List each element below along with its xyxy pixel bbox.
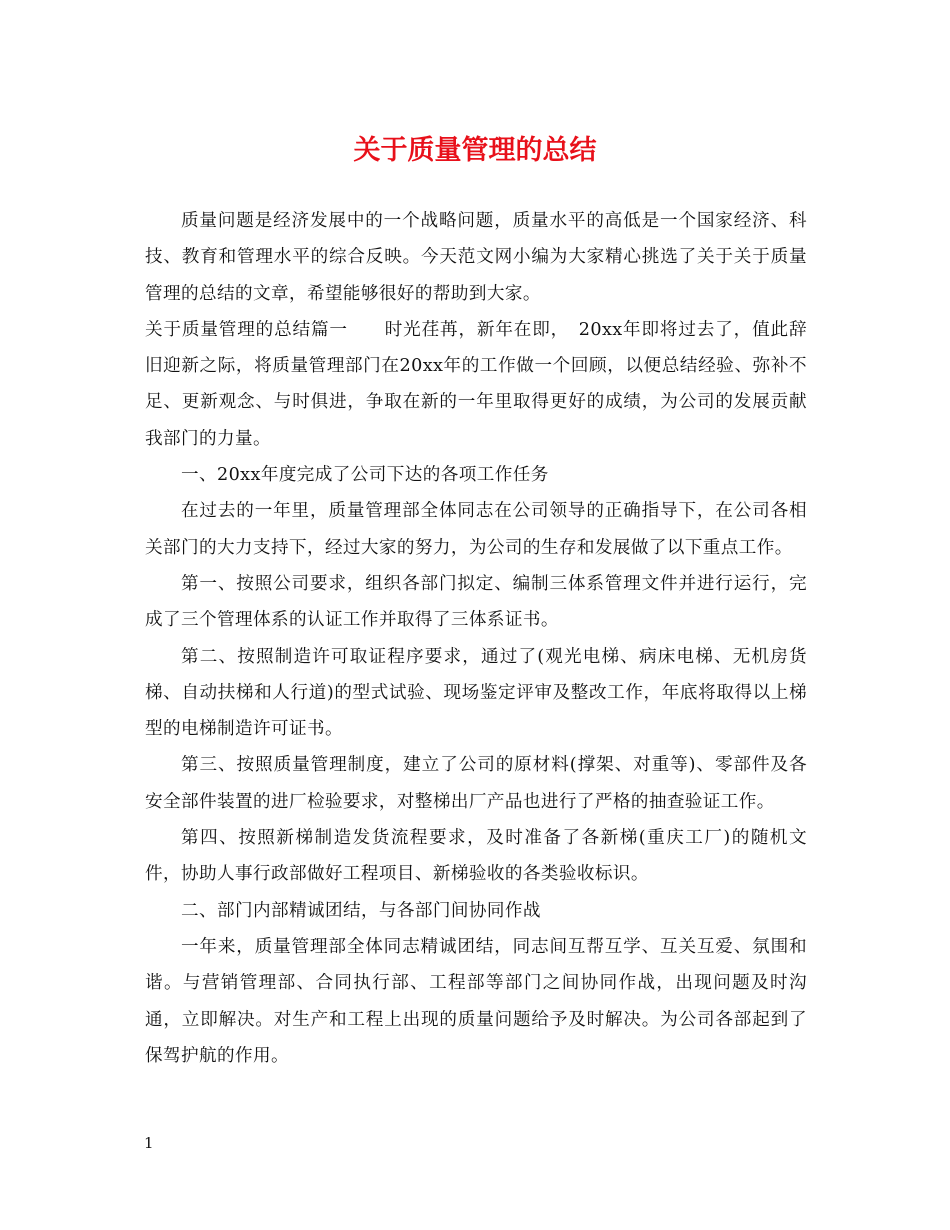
document-title: 关于质量管理的总结 <box>353 135 597 166</box>
paragraph-item-third: 第三、按照质量管理制度，建立了公司的原材料(撑架、对重等)、零部件及各安全部件装置的进厂检验要求，对整梯出厂产品也进行了严格的抽查验证工作。 <box>145 755 807 812</box>
paragraph-chapter-one-opening: 关于质量管理的总结篇一 时光荏苒，新年在即， 20xx年即将过去了，值此辞旧迎新之际，将质量管理部门在20xx年的工作做一个回顾，以便总结经验、弥补不足、更新观念、与时俱进，争取在新的一年里取得更好的成绩，为公司的发展贡献我部门的力量。 <box>145 319 807 449</box>
paragraph-item-first: 第一、按照公司要求，组织各部门拟定、编制三体系管理文件并进行运行，完成了三个管理体系的认证工作并取得了三体系证书。 <box>145 573 807 631</box>
paragraph-intro: 质量问题是经济发展中的一个战略问题，质量水平的高低是一个国家经济、科技、教育和管理水平的综合反映。今天范文网小编为大家精心挑选了关于关于质量管理的总结的文章，希望能够很好的帮助到大家。 <box>145 211 807 304</box>
section-heading-tasks: 一、20xx年度完成了公司下达的各项工作任务 <box>181 465 549 486</box>
paragraph-item-second: 第二、按照制造许可取证程序要求，通过了(观光电梯、病床电梯、无机房货梯、自动扶梯和人行道)的型式试验、现场鉴定评审及整改工作，年底将取得以上梯型的电梯制造许可证书。 <box>145 646 807 740</box>
paragraph-past-year: 在过去的一年里，质量管理部全体同志在公司领导的正确指导下，在公司各相关部门的大力支持下，经过大家的努力，为公司的生存和发展做了以下重点工作。 <box>145 501 807 558</box>
page-number: 1 <box>144 1134 154 1152</box>
paragraph-item-fourth: 第四、按照新梯制造发货流程要求，及时准备了各新梯(重庆工厂)的随机文件，协助人事行政部做好工程项目、新梯验收的各类验收标识。 <box>145 828 807 885</box>
section-heading-teamwork: 二、部门内部精诚团结，与各部门间协同作战 <box>181 900 541 921</box>
document-body <box>145 203 807 1074</box>
paragraph-teamwork: 一年来，质量管理部全体同志精诚团结，同志间互帮互学、互关互爱、氛围和谐。与营销管理部、合同执行部、工程部等部门之间协同作战，出现问题及时沟通，立即解决。对生产和工程上出现的质量问题给予及时解决。为公司各部起到了保驾护航的作用。 <box>145 936 807 1066</box>
